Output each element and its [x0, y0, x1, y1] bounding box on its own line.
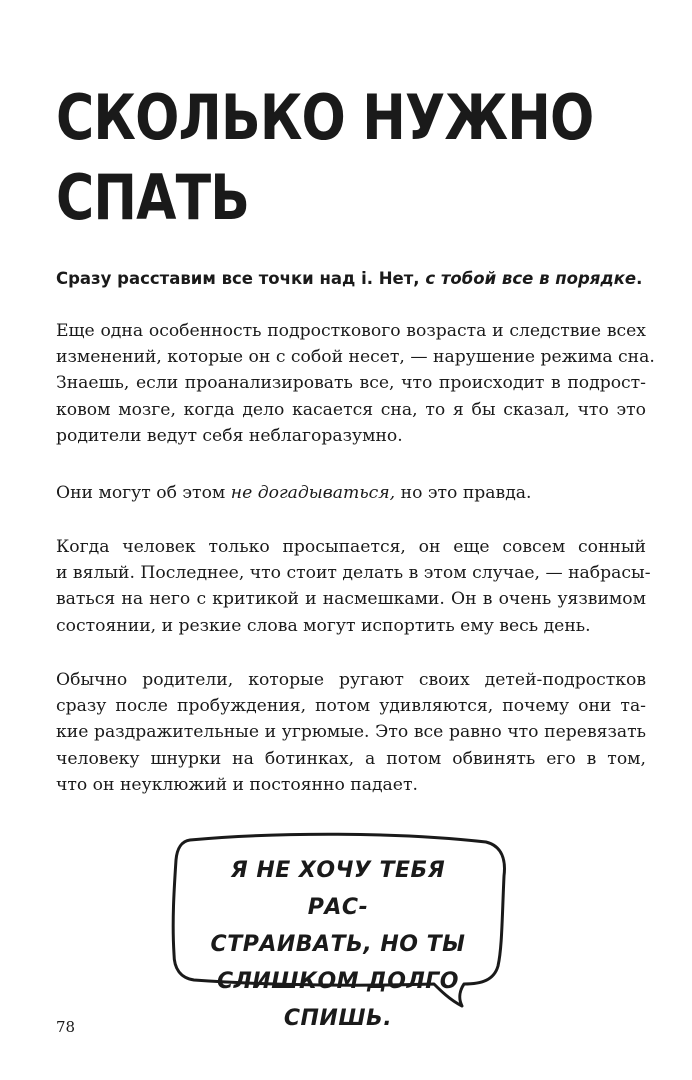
paragraph-4-line: сразу после пробуждения, потом удивляются, почему они та-: [56, 696, 646, 717]
speech-bubble-text: [198, 852, 478, 1037]
paragraph-3-line: и вялый. Последнее, что стоит делать в этом случае, — набрасы-: [56, 563, 651, 584]
chapter-title-line-2: СПАТЬ: [56, 161, 250, 234]
paragraph-1-line: Знаешь, если проанализировать все, что происходит в подрост-: [56, 373, 646, 394]
paragraph-2-after: но это правда.: [395, 483, 532, 503]
paragraph-4: [56, 667, 646, 798]
paragraph-4-line: что он неуклюжий и постоянно падает.: [56, 774, 418, 795]
paragraph-2-emphasis: не догадываться,: [230, 483, 396, 503]
paragraph-3-line: ваться на него с критикой и насмешками. Он в очень уязвимом: [56, 589, 646, 610]
paragraph-1: [56, 318, 655, 449]
paragraph-1-line: изменений, которые он с собой несет, — нарушение режима сна.: [56, 347, 655, 368]
speech-bubble-line: Я НЕ ХОЧУ ТЕБЯ РАС-: [230, 858, 446, 920]
speech-bubble-line: СПИШЬ.: [283, 1006, 393, 1031]
paragraph-3-line: Когда человек только просыпается, он еще совсем сонный: [56, 537, 646, 557]
paragraph-2-line: [56, 480, 646, 506]
page-number: 78: [56, 1018, 76, 1036]
paragraph-4-line: кие раздражительные и угрюмые. Это все равно что перевязать: [56, 722, 646, 743]
paragraph-4-line: Обычно родители, которые ругают своих детей-подростков: [56, 670, 646, 690]
speech-bubble: [168, 830, 508, 1031]
paragraph-3: [56, 534, 651, 639]
paragraph-2-before: Они могут об этом: [56, 483, 231, 503]
paragraph-4-line: человеку шнурки на ботинках, а потом обвинять его в том,: [56, 748, 646, 769]
paragraph-1-line: родители ведут себя неблагоразумно.: [56, 425, 403, 446]
lead-emphasis: с тобой все в порядке: [425, 269, 637, 288]
speech-bubble-line: СТРАИВАТЬ, НО ТЫ: [210, 932, 466, 957]
lead-text: Сразу расставим все точки над i. Нет,: [56, 269, 426, 288]
paragraph-1-line: ковом мозге, когда дело касается сна, то я бы сказал, что это: [56, 399, 646, 420]
lead-end: .: [636, 269, 643, 288]
speech-bubble-line: СЛИШКОМ ДОЛГО: [216, 969, 460, 994]
paragraph-1-line: Еще одна особенность подросткового возраста и следствие всех: [56, 321, 646, 341]
lead-paragraph: [56, 266, 646, 292]
chapter-title: [56, 78, 594, 238]
paragraph-2: [56, 480, 646, 506]
paragraph-3-line: состоянии, и резкие слова могут испортить ему весь день.: [56, 615, 591, 636]
chapter-title-line-1: СКОЛЬКО НУЖНО: [56, 81, 594, 154]
